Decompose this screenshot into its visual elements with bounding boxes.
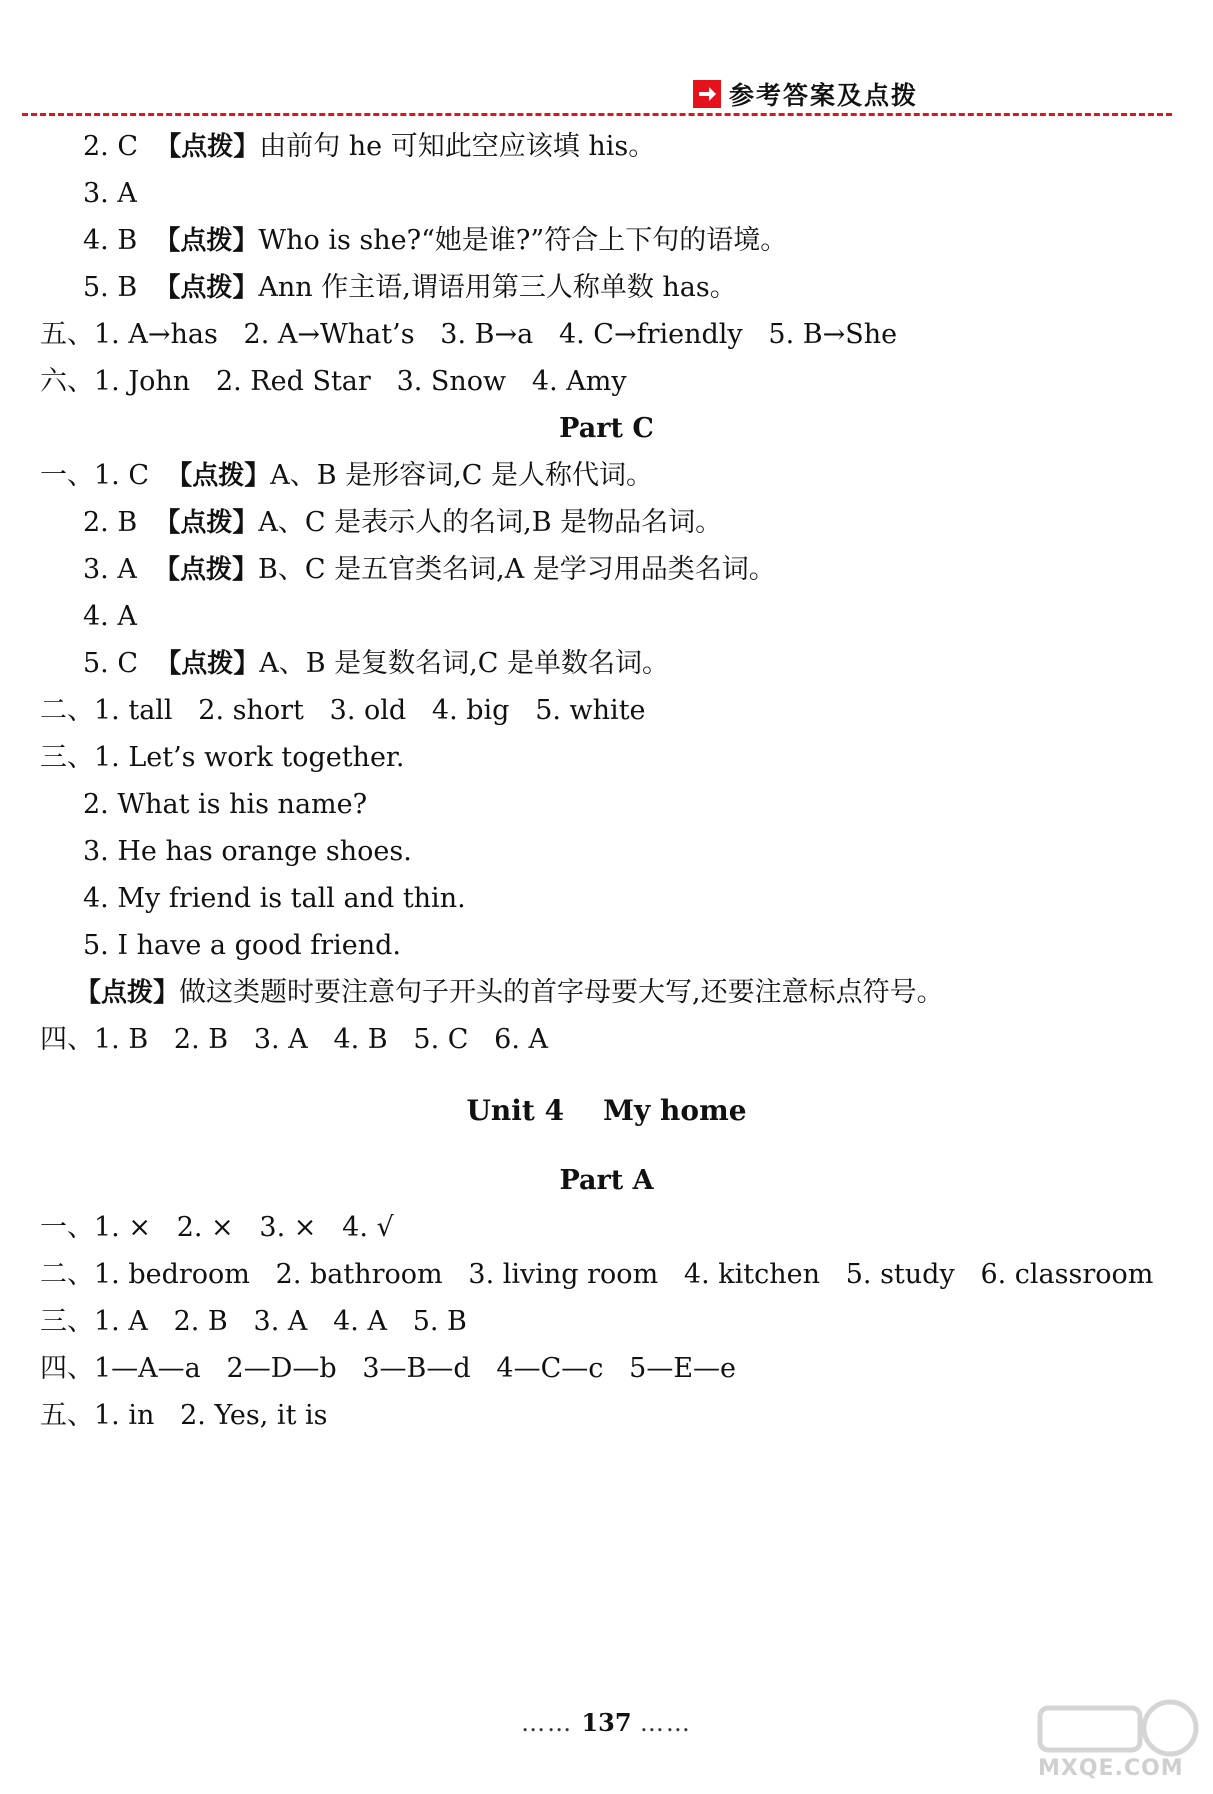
answer-line: 5. I have a good friend. <box>83 930 402 961</box>
header-tag <box>693 76 918 112</box>
answer-line: 2. What is his name? <box>83 789 368 820</box>
answer-line: 六、1. John 2. Red Star 3. Snow 4. Amy <box>40 366 627 397</box>
page-number: 137 <box>581 1708 632 1737</box>
answer-line: 2. B 【点拨】A、C 是表示人的名词,B 是物品名词。 <box>83 507 723 538</box>
header-divider <box>22 113 1172 116</box>
right-arrow-icon <box>693 80 721 108</box>
tip-label: 【点拨】 <box>154 226 259 256</box>
answer-line: 2. C 【点拨】由前句 he 可知此空应该填 his。 <box>83 131 656 162</box>
tip-label: 【点拨】 <box>154 273 259 303</box>
tip-label: 【点拨】 <box>155 649 260 679</box>
page-header <box>0 0 1213 120</box>
answer-line: 3. He has orange shoes. <box>83 836 412 867</box>
watermark-logo-icon <box>1030 1690 1200 1790</box>
part-c-heading: Part C <box>559 413 654 444</box>
footer-dots: …… <box>639 1709 692 1737</box>
answer-line: 一、1. C 【点拨】A、B 是形容词,C 是人称代词。 <box>40 460 653 491</box>
answer-line: 4. My friend is tall and thin. <box>83 883 466 914</box>
footer-dots: …… <box>521 1709 574 1737</box>
tip-label: 【点拨】 <box>75 978 180 1008</box>
answer-line: 四、1. B 2. B 3. A 4. B 5. C 6. A <box>40 1024 548 1055</box>
tip-label: 【点拨】 <box>154 555 259 585</box>
watermark-text: MXQE.COM <box>1038 1756 1184 1781</box>
tip-note: 【点拨】做这类题时要注意句子开头的首字母要大写,还要注意标点符号。 <box>75 977 944 1008</box>
answer-line: 一、1. × 2. × 3. × 4. √ <box>40 1212 394 1243</box>
tip-label: 【点拨】 <box>166 461 271 491</box>
answer-line: 五、1. in 2. Yes, it is <box>40 1400 328 1431</box>
answer-line: 4. B 【点拨】Who is she?“她是谁?”符合上下句的语境。 <box>83 225 788 256</box>
answer-line: 二、1. bedroom 2. bathroom 3. living room 4. kitchen 5. study 6. classroom <box>40 1259 1154 1290</box>
answer-line: 5. B 【点拨】Ann 作主语,谓语用第三人称单数 has。 <box>83 272 737 303</box>
answer-line: 四、1—A—a 2—D—b 3—B—d 4—C—c 5—E—e <box>40 1353 737 1384</box>
answer-line: 5. C 【点拨】A、B 是复数名词,C 是单数名词。 <box>83 648 669 679</box>
tip-label: 【点拨】 <box>155 132 260 162</box>
tip-label: 【点拨】 <box>154 508 259 538</box>
answer-line: 3. A <box>83 178 137 209</box>
header-title: 参考答案及点拨 <box>729 81 919 110</box>
answer-line: 二、1. tall 2. short 3. old 4. big 5. white <box>40 695 646 726</box>
part-a-heading: Part A <box>559 1165 654 1196</box>
answer-line: 4. A <box>83 601 137 632</box>
answer-line: 3. A 【点拨】B、C 是五官类名词,A 是学习用品类名词。 <box>83 554 776 585</box>
unit-heading: Unit 4 My home <box>466 1094 747 1127</box>
answer-line: 三、1. Let’s work together. <box>40 742 405 773</box>
answer-line: 三、1. A 2. B 3. A 4. A 5. B <box>40 1306 467 1337</box>
answer-line: 五、1. A→has 2. A→What’s 3. B→a 4. C→friendly 5. B→She <box>40 319 898 350</box>
